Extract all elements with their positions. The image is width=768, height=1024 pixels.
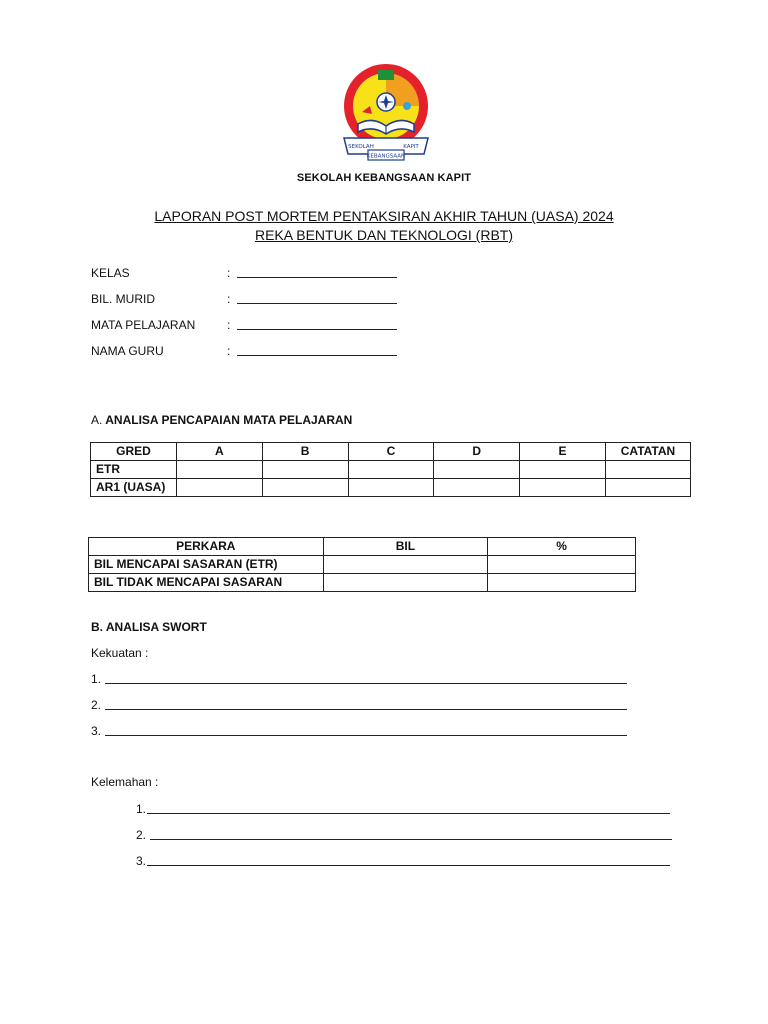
- table-cell[interactable]: [262, 479, 348, 497]
- report-title: LAPORAN POST MORTEM PENTAKSIRAN AKHIR TAHUN (UASA) 2024: [154, 208, 614, 224]
- row-label: AR1 (UASA): [91, 479, 177, 497]
- kelemahan-item-1: [136, 802, 676, 818]
- info-colon: :: [227, 318, 231, 332]
- header-cell: BIL: [323, 538, 488, 556]
- table-cell[interactable]: [605, 461, 690, 479]
- table-cell[interactable]: [262, 461, 348, 479]
- kekuatan-item-1: [91, 672, 631, 688]
- table-cell[interactable]: [348, 479, 434, 497]
- kelemahan-item-3: [136, 854, 676, 870]
- kekuatan-2-fill-line[interactable]: [105, 709, 627, 710]
- header-cell: %: [488, 538, 636, 556]
- kekuatan-1-fill-line[interactable]: [105, 683, 627, 684]
- row-label: ETR: [91, 461, 177, 479]
- info-label: NAMA GURU: [91, 344, 164, 358]
- school-logo: [334, 62, 438, 166]
- table-cell[interactable]: [488, 556, 636, 574]
- header-cell: C: [348, 443, 434, 461]
- info-colon: :: [227, 344, 231, 358]
- nama-guru-fill-line[interactable]: [237, 355, 397, 356]
- kelemahan-2-fill-line[interactable]: [150, 839, 672, 840]
- table-cell[interactable]: [434, 479, 520, 497]
- perkara-table: [88, 537, 636, 592]
- item-number: 1.: [136, 802, 147, 816]
- bil-murid-fill-line[interactable]: [237, 303, 397, 304]
- item-number: 2.: [91, 698, 102, 712]
- logo-ribbon-left: SEKOLAH: [348, 144, 374, 150]
- info-label: MATA PELAJARAN: [91, 318, 196, 332]
- table-cell[interactable]: [176, 479, 262, 497]
- info-label: KELAS: [91, 266, 130, 280]
- report-subtitle: REKA BENTUK DAN TEKNOLOGI (RBT): [254, 227, 513, 243]
- logo-ribbon-right: KAPIT: [403, 144, 419, 150]
- item-number: 3.: [91, 724, 102, 738]
- logo-ribbon-bottom: KEBANGSAAN: [366, 153, 406, 160]
- info-label: BIL. MURID: [91, 292, 156, 306]
- grade-table: [90, 442, 691, 497]
- section-a-number: A.: [91, 413, 103, 427]
- table-cell[interactable]: [520, 479, 606, 497]
- table-cell[interactable]: [434, 461, 520, 479]
- section-b-heading: B. ANALISA SWORT: [91, 620, 207, 634]
- grade-table-header: [91, 443, 691, 461]
- table-row: [89, 574, 636, 592]
- kelemahan-3-fill-line[interactable]: [147, 865, 670, 866]
- kekuatan-item-3: [91, 724, 631, 740]
- info-colon: :: [227, 266, 231, 280]
- info-colon: :: [227, 292, 231, 306]
- header-cell: D: [434, 443, 520, 461]
- header-cell: B: [262, 443, 348, 461]
- table-cell[interactable]: [605, 479, 690, 497]
- kelemahan-item-2: [136, 828, 676, 844]
- section-a-heading: [91, 413, 352, 427]
- kelemahan-label: Kelemahan :: [91, 775, 159, 789]
- header-cell: CATATAN: [605, 443, 690, 461]
- header-cell: PERKARA: [89, 538, 324, 556]
- table-cell[interactable]: [520, 461, 606, 479]
- table-cell[interactable]: [323, 556, 488, 574]
- section-a-title: ANALISA PENCAPAIAN MATA PELAJARAN: [105, 413, 353, 427]
- item-number: 2.: [136, 828, 147, 842]
- table-row: [89, 556, 636, 574]
- perkara-table-header: [89, 538, 636, 556]
- item-number: 3.: [136, 854, 147, 868]
- header-cell: E: [520, 443, 606, 461]
- kelemahan-1-fill-line[interactable]: [147, 813, 670, 814]
- kekuatan-item-2: [91, 698, 631, 714]
- mata-pelajaran-fill-line[interactable]: [237, 329, 397, 330]
- row-label: BIL MENCAPAI SASARAN (ETR): [89, 556, 324, 574]
- table-row: [91, 461, 691, 479]
- kekuatan-label: Kekuatan :: [91, 646, 149, 660]
- table-row: [91, 479, 691, 497]
- table-cell[interactable]: [176, 461, 262, 479]
- row-label: BIL TIDAK MENCAPAI SASARAN: [89, 574, 324, 592]
- header-cell: GRED: [91, 443, 177, 461]
- school-name: SEKOLAH KEBANGSAAN KAPIT: [296, 172, 472, 184]
- item-number: 1.: [91, 672, 102, 686]
- table-cell[interactable]: [348, 461, 434, 479]
- header-cell: A: [176, 443, 262, 461]
- table-cell[interactable]: [323, 574, 488, 592]
- kelas-fill-line[interactable]: [237, 277, 397, 278]
- kekuatan-3-fill-line[interactable]: [105, 735, 627, 736]
- table-cell[interactable]: [488, 574, 636, 592]
